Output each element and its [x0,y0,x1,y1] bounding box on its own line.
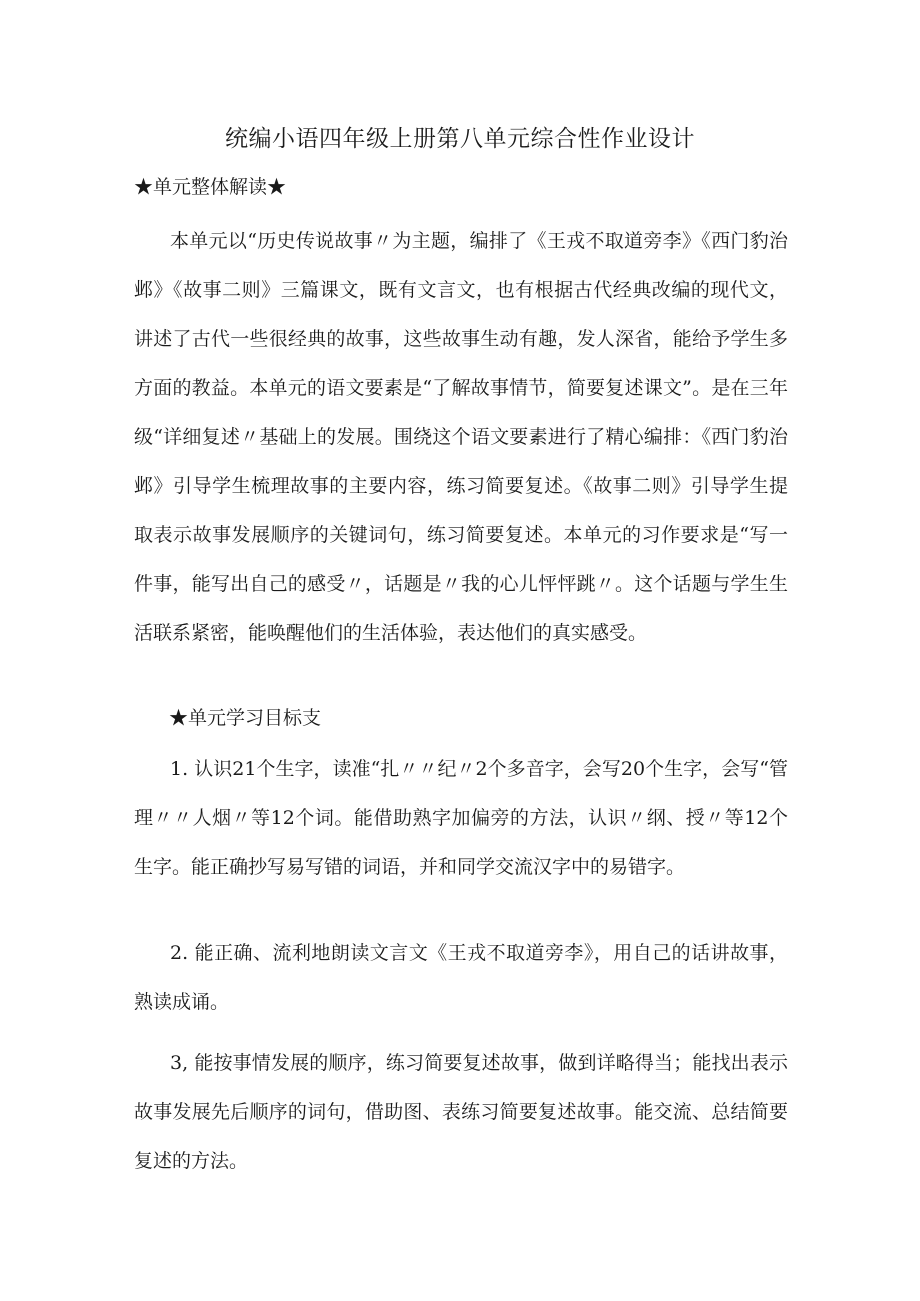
unit-overview-paragraph: 本单元以“历史传说故事〃为主题，编排了《王戎不取道旁李》《西门豹治邺》《故事二则》三篇课文，既有文言文，也有根据古代经典改编的现代文，讲述了古代一些很经典的故事，这些故事生动有趣，发人深省，能给予学生多方面的教益。本单元的语文要素是“了解故事情节，简要复述课文”。是在三年级“详细复述〃基础上的发展。围绕这个语文要素进行了精心编排：《西门豹治邺》引导学生梳理故事的主要内容，练习简要复述。《故事二则》引导学生提取表示故事发展顺序的关键词句，练习简要复述。本单元的习作要求是“写一件事，能写出自己的感受〃，话题是〃我的心儿怦怦跳〃。这个话题与学生生活联系紧密，能唤醒他们的生活体验，表达他们的真实感受。 [134,230,788,644]
document-title: 统编小语四年级上册第八单元综合性作业设计 [225,126,695,152]
learning-goal-2: 2. 能正确、流利地朗读文言文《王戎不取道旁李》，用自己的话讲故事，熟读成诵。 [134,942,788,1013]
section-heading-learning-goals: ★单元学习目标支 [169,707,322,729]
learning-goal-3: 3, 能按事情发展的顺序，练习简要复述故事，做到详略得当；能找出表示故事发展先后顺序的词句，借助图、表练习简要复述故事。能交流、总结简要复述的方法。 [134,1052,788,1172]
section-heading-unit-overview: ★单元整体解读★ [134,176,287,198]
learning-goal-1: 1. 认识21个生字，读准“扎〃〃纪〃2个多音字，会写20个生字，会写“管理〃〃人烟〃等12个词。能借助熟字加偏旁的方法，认识〃纲、授〃等12个生字。能正确抄写易写错的词语，并和同学交流汉字中的易错字。 [134,758,788,878]
